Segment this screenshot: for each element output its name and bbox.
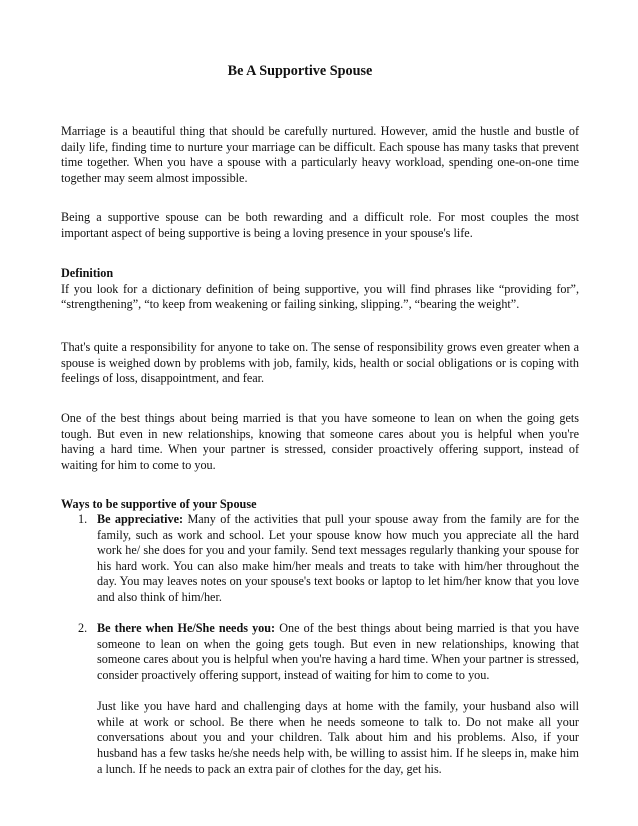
list-item-text: Many of the activities that pull your spouse away from the family are for the family, such as work and school. Let your spouse know how much you appreciate all the hard work he/ she does for you and your family. Send text messages regularly thanking your spouse for his hard work. You can also make him/her meals and treats to take with him/her throughout the day. You may leaves notes on your spouse's text books or laptop to let him/her know that you love and also think of him/her.	[97, 512, 579, 604]
supportive-role-paragraph: Being a supportive spouse can be both rewarding and a difficult role. For most couples the most important aspect of being supportive is being a loving presence in your spouse's life.	[61, 210, 579, 240]
definition-text: If you look for a dictionary definition of being supportive, you will find phrases like “providing for”, “strengthening”, “to keep from weakening or failing sinking, slipping.”, “bearing the weight”.	[61, 281, 579, 312]
list-item-number: 1.	[78, 512, 88, 526]
lean-on-paragraph: One of the best things about being married is that you have someone to lean on when the going gets tough. But even in new relationships, knowing that someone cares about you is helpful when you're having a hard time. When your partner is stressed, consider proactively offering support, instead of waiting for him to come to you.	[61, 411, 579, 472]
ways-heading: Ways to be supportive of your Spouse	[61, 497, 257, 511]
list-item	[61, 621, 579, 777]
definition-section	[61, 266, 579, 313]
intro-paragraph: Marriage is a beautiful thing that should be carefully nurtured. However, amid the hustle and bustle of daily life, finding time to nurture your marriage can be difficult. Each spouse has many tasks that prevent time together. When you have a spouse with a particularly heavy workload, spending one-on-one time together may seem almost impossible.	[61, 124, 579, 185]
list-item-extra-paragraph: Just like you have hard and challenging days at home with the family, your husband also will while at work or school. Be there when he needs someone to talk to. Do not make all your conversations about you and your children. Talk about him and his problems. Also, if your husband has a few tasks he/she needs help with, be willing to assist him. If he sleeps in, make him a lunch. If he needs to pack an extra pair of clothes for the day, get his.	[97, 699, 579, 776]
responsibility-paragraph: That's quite a responsibility for anyone to take on. The sense of responsibility grows even greater when a spouse is weighed down by problems with job, family, kids, health or social obligations or is coping with feelings of loss, disappointment, and fear.	[61, 340, 579, 386]
page-title: Be A Supportive Spouse	[227, 63, 373, 79]
list-item	[61, 512, 579, 606]
list-item-label: Be there when He/She needs you:	[97, 621, 276, 636]
list-item-number: 2.	[78, 621, 88, 636]
ways-list	[61, 512, 579, 777]
list-item-text: One of the best things about being married is that you have someone to lean on when the going gets tough. But even in new relationships, knowing that someone cares about you is helpful when you're having a hard time. When your partner is stressed, consider proactively offering support, instead of waiting for him to come to you.	[97, 621, 579, 682]
list-item-label: Be appreciative:	[97, 512, 184, 526]
definition-heading: Definition	[61, 266, 114, 280]
